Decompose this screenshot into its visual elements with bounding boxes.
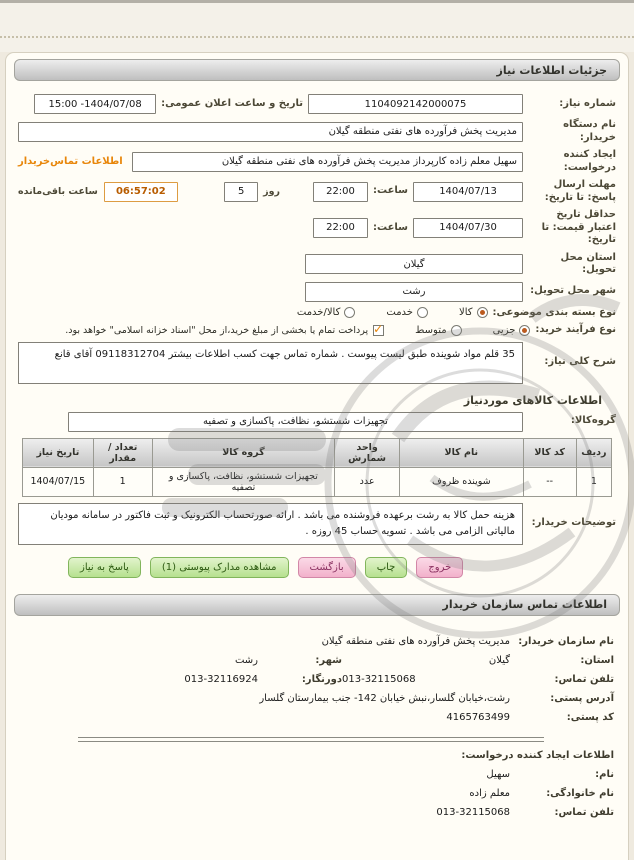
radio-selected-icon	[519, 325, 530, 336]
last-name-label: نام خانوادگی:	[546, 787, 614, 799]
creator-row	[18, 149, 616, 174]
radio-process-medium[interactable]	[415, 325, 461, 336]
buyer-contact-link[interactable]: اطلاعات تماس‌خریدار	[18, 156, 123, 167]
dotted-divider	[0, 36, 634, 38]
exit-button[interactable]: خروج	[416, 557, 463, 578]
phone-fax-row	[20, 674, 614, 685]
description-field: 35 قلم مواد شوینده طبق لیست پیوست . شماره تماس جهت کسب اطلاعات بیشتر 09118312704 آقای قانع	[18, 342, 523, 384]
radio-label: کالا/خدمت	[296, 307, 341, 319]
col-group: گروه کالا	[152, 438, 335, 467]
cell-need-date: 1404/07/15	[23, 467, 94, 496]
col-item-code: کد کالا	[523, 438, 576, 467]
radio-package-service[interactable]	[386, 307, 428, 318]
section-header-contact	[14, 594, 620, 616]
radio-selected-icon	[477, 307, 488, 318]
price-validity-date-field: 1404/07/30	[413, 218, 523, 238]
creator-field: سهیل معلم زاده کارپرداز مدیریت پخش فرآورده های نفتی منطقه گیلان	[132, 152, 523, 172]
divider-line	[78, 737, 544, 738]
cell-group: تجهیزات شستشو، نظافت، پاکسازی و تصفیه	[152, 467, 335, 496]
col-row-index: ردیف	[576, 438, 611, 467]
col-need-date: تاریخ نیاز	[23, 438, 94, 467]
creator-phone-value: 013-32115068	[436, 806, 510, 818]
price-validity-hour-label: ساعت:	[372, 221, 408, 233]
province-field: گیلان	[305, 254, 523, 274]
contact-phone-value: 013-32115068	[342, 673, 416, 685]
province-label: استان محل تحویل:	[560, 251, 616, 275]
radio-label: متوسط	[415, 324, 447, 336]
contact-city-label: شهر:	[315, 654, 342, 666]
description-row	[18, 342, 616, 384]
radio-label: خدمت	[386, 307, 413, 319]
treasury-checkbox[interactable]	[373, 325, 384, 336]
need-number-field: 1104092142000075	[308, 94, 523, 114]
deadline-row	[18, 179, 616, 204]
description-label: شرح کلی نیاز:	[544, 356, 616, 368]
view-attachments-button[interactable]: مشاهده مدارک پیوستی (1)	[150, 557, 289, 578]
back-button[interactable]: بازگشت	[298, 557, 356, 578]
contact-province-label: استان:	[580, 654, 614, 666]
col-item-name: نام کالا	[399, 438, 523, 467]
action-buttons	[68, 557, 616, 578]
col-quantity: تعداد / مقدار	[93, 438, 152, 467]
contact-phone-label: تلفن تماس:	[554, 673, 614, 685]
province-city-row	[20, 655, 614, 666]
goods-section-heading: اطلاعات کالاهای موردنیاز	[463, 393, 602, 407]
address-value: رشت،خیابان گلسار،نبش خیابان 142- جنب بیمارستان گلسار	[259, 692, 510, 704]
goods-group-field: تجهیزات شستشو، نظافت، پاکسازی و تصفیه	[68, 412, 523, 432]
contact-fax-value: 013-32116924	[184, 673, 258, 685]
remaining-label: ساعت باقی‌مانده	[18, 186, 98, 197]
radio-process-minor[interactable]	[493, 325, 531, 336]
page-top-strip	[0, 3, 634, 52]
price-validity-row	[18, 209, 616, 247]
province-row	[18, 252, 616, 277]
buyer-notes-label: توضیحات خریدار:	[531, 517, 616, 529]
deadline-date-field: 1404/07/13	[413, 182, 523, 202]
package-type-label: نوع بسته بندی موضوعی:	[492, 306, 616, 318]
creator-phone-label: تلفن تماس:	[554, 806, 614, 818]
radio-package-goods[interactable]	[459, 307, 488, 318]
deadline-hour-label: ساعت:	[372, 185, 408, 197]
buyer-org-label: نام دستگاه خریدار:	[563, 119, 616, 143]
first-name-value: سهیل	[486, 768, 510, 780]
process-type-row	[18, 324, 616, 337]
city-label: شهر محل تحویل:	[530, 285, 616, 297]
need-number-label: شماره نیاز:	[559, 97, 616, 109]
first-name-label: نام:	[595, 768, 614, 780]
col-unit: واحد شمارش	[335, 438, 400, 467]
remaining-time-field: 06:57:02	[104, 182, 178, 202]
announce-field: 1404/07/08- 15:00	[34, 94, 156, 114]
buyer-org-row	[18, 119, 616, 144]
creator-phone-row	[20, 807, 614, 818]
radio-package-goods-service[interactable]	[297, 307, 356, 318]
last-name-value: معلم زاده	[469, 787, 510, 799]
cell-item-code: --	[523, 467, 576, 496]
days-field: 5	[224, 182, 258, 202]
section-title-details: جزئیات اطلاعات نیاز	[496, 63, 607, 77]
goods-table-header-row	[23, 438, 612, 467]
deadline-time-field: 22:00	[313, 182, 368, 202]
postal-code-value: 4165763499	[446, 711, 510, 723]
goods-table	[22, 438, 612, 497]
radio-label: جزیی	[492, 324, 516, 336]
goods-group-row	[18, 412, 616, 432]
section-title-contact: اطلاعات تماس سازمان خریدار	[442, 598, 607, 611]
divider-line	[78, 741, 544, 742]
respond-button[interactable]: پاسخ به نیاز	[68, 557, 141, 578]
contact-city-value: رشت	[234, 654, 258, 666]
cell-row-index: 1	[576, 467, 611, 496]
details-form	[6, 85, 628, 578]
price-validity-time-field: 22:00	[313, 218, 368, 238]
creator-info-heading: اطلاعات ایجاد کننده درخواست:	[461, 749, 614, 761]
cell-quantity: 1	[93, 467, 152, 496]
creator-heading-row	[20, 750, 614, 761]
countdown-group	[18, 182, 178, 202]
deadline-label: مهلت ارسال پاسخ: تا تاریخ:	[544, 179, 616, 203]
postal-code-label: کد پستی:	[566, 711, 614, 723]
need-number-row	[18, 94, 616, 114]
radio-icon	[417, 307, 428, 318]
city-field: رشت	[305, 282, 523, 302]
buyer-notes-field: هزینه حمل کالا به رشت برعهده فروشنده می باشد . ارائه صورتحساب الکترونیک و ثبت فاکتور در سامانه مودیان مالیاتی الزامی می باشد . تسویه حساب 45 روزه .	[18, 503, 523, 545]
treasury-note: پرداخت تمام یا بخشی از مبلغ خرید،از محل "اسناد خزانه اسلامی" خواهد بود.	[65, 324, 369, 336]
contact-section	[6, 620, 628, 818]
radio-icon	[451, 325, 462, 336]
package-type-row	[18, 307, 616, 320]
main-card	[5, 52, 629, 860]
price-validity-label: حداقل تاریخ اعتبار قیمت: تا تاریخ:	[541, 209, 616, 245]
announce-label: تاریخ و ساعت اعلان عمومی:	[161, 97, 303, 109]
table-row	[23, 467, 612, 496]
radio-label: کالا	[458, 307, 473, 319]
address-label: آدرس پستی:	[550, 692, 614, 704]
contact-fax-label: دورنگار:	[301, 673, 342, 685]
contact-province-value: گیلان	[488, 654, 510, 666]
postal-code-row	[20, 712, 614, 723]
address-row	[20, 693, 614, 704]
org-name-row	[20, 636, 614, 647]
process-type-label: نوع فرآیند خرید:	[535, 324, 616, 335]
last-name-row	[20, 788, 614, 799]
cell-item-name: شوینده ظروف	[399, 467, 523, 496]
org-name-label: نام سازمان خریدار:	[518, 635, 614, 647]
creator-label: ایجاد کننده درخواست:	[563, 149, 616, 173]
first-name-row	[20, 769, 614, 780]
org-name-value: مدیریت پخش فرآورده های نفتی منطقه گیلان	[321, 635, 510, 647]
cell-unit: عدد	[335, 467, 400, 496]
section-header-details	[14, 59, 620, 81]
buyer-org-field: مدیریت پخش فرآورده های نفتی منطقه گیلان	[18, 122, 523, 142]
buyer-notes-row	[18, 503, 616, 545]
city-row	[18, 282, 616, 302]
goods-group-label: گروه‌کالا:	[570, 415, 616, 427]
radio-icon	[344, 307, 355, 318]
print-button[interactable]: چاپ	[365, 557, 408, 578]
days-label: روز	[263, 186, 280, 197]
